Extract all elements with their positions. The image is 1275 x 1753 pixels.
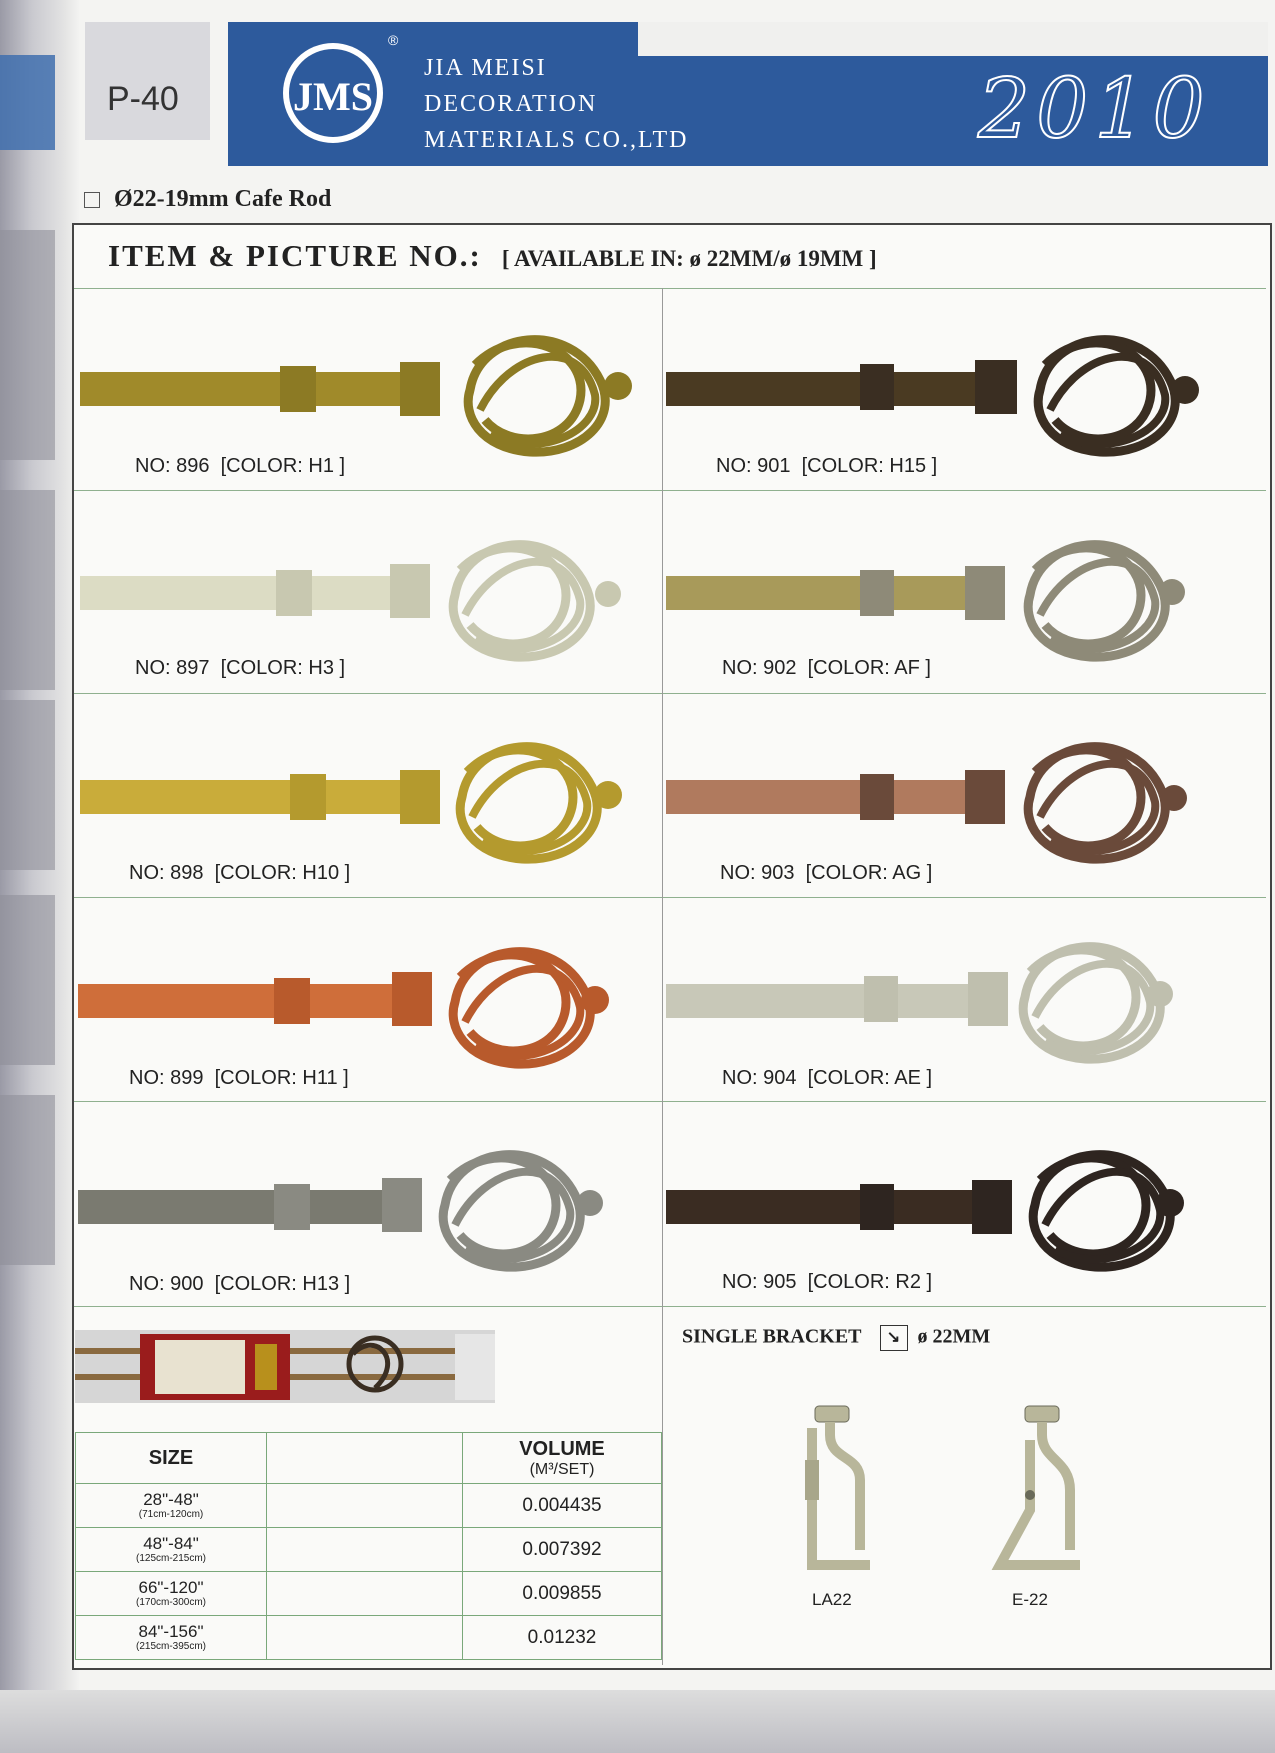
item-label-896: NO: 896 [COLOR: H1 ] xyxy=(135,455,346,477)
rod-ring xyxy=(274,1184,310,1230)
finial-ball xyxy=(594,781,622,809)
item-label-905: NO: 905 [COLOR: R2 ] xyxy=(722,1271,933,1293)
rod-bracket xyxy=(400,770,440,824)
rod-899 xyxy=(78,952,609,1064)
finial xyxy=(1033,1155,1170,1267)
item-label-904: NO: 904 [COLOR: AE ] xyxy=(722,1067,933,1089)
section-title-text: Ø22-19mm Cafe Rod xyxy=(114,186,332,212)
finial xyxy=(460,747,597,859)
finial-ball xyxy=(577,1190,603,1216)
size-cell: 28"-48" (71cm-120cm) xyxy=(76,1484,267,1528)
item-heading-text: ITEM & PICTURE NO.: xyxy=(108,238,482,273)
rod-bracket xyxy=(400,362,440,416)
finial-ball xyxy=(1161,785,1187,811)
rod-ring xyxy=(860,364,894,410)
rod-bracket xyxy=(382,1178,422,1232)
rod-898 xyxy=(80,747,622,859)
rod-bar xyxy=(78,984,408,1018)
bracket-title-text: SINGLE BRACKET xyxy=(682,1325,862,1348)
volume-cell: 0.009855 xyxy=(463,1572,662,1616)
catalog-year: 2010 xyxy=(978,62,1211,157)
rod-bar xyxy=(666,576,996,610)
finial xyxy=(453,545,590,657)
rod-904 xyxy=(666,947,1173,1059)
rod-bracket xyxy=(965,566,1005,620)
rod-903 xyxy=(666,747,1187,859)
rod-ring xyxy=(860,570,894,616)
volume-cell: 0.004435 xyxy=(463,1484,662,1528)
bracket-title xyxy=(682,1325,990,1351)
finial-ball xyxy=(1159,579,1185,605)
rod-902 xyxy=(666,545,1185,657)
logo-letters: JMS xyxy=(293,74,373,119)
blank-header xyxy=(267,1433,463,1484)
blank-cell xyxy=(267,1528,463,1572)
rod-901 xyxy=(666,340,1199,452)
item-label-902: NO: 902 [COLOR: AF ] xyxy=(722,657,931,679)
size-cell: 84"-156" (215cm-395cm) xyxy=(76,1616,267,1660)
page-number: P-40 xyxy=(107,80,179,118)
size-cell: 48"-84" (125cm-215cm) xyxy=(76,1528,267,1572)
volume-header: VOLUME (M³/SET) xyxy=(463,1433,662,1484)
blank-cell xyxy=(267,1484,463,1528)
rod-bracket xyxy=(965,770,1005,824)
rod-ring xyxy=(860,774,894,820)
volume-table xyxy=(75,1432,662,1660)
size-cell: 66"-120" (170cm-300cm) xyxy=(76,1572,267,1616)
rod-bar xyxy=(666,984,996,1018)
rod-905 xyxy=(666,1155,1184,1267)
finial-ball xyxy=(1171,376,1199,404)
rod-bar xyxy=(80,780,410,814)
rod-bar xyxy=(80,372,410,406)
availability-text: [ AVAILABLE IN: ø 22MM/ø 19MM ] xyxy=(501,246,877,271)
rod-ring xyxy=(276,570,312,616)
rod-896 xyxy=(80,340,632,452)
rod-bar xyxy=(78,1190,408,1224)
finial xyxy=(1023,947,1160,1059)
rod-ring xyxy=(280,366,316,412)
finial-ball xyxy=(604,372,632,400)
finial-ball xyxy=(595,581,621,607)
bracket-la22-icon xyxy=(790,1400,880,1575)
bracket-size: ø 22MM xyxy=(917,1325,991,1348)
item-label-903: NO: 903 [COLOR: AG ] xyxy=(720,862,933,884)
rod-bracket xyxy=(392,972,432,1026)
table-row xyxy=(76,1528,662,1572)
item-label-900: NO: 900 [COLOR: H13 ] xyxy=(129,1273,351,1295)
bracket-label-la22: LA22 xyxy=(812,1590,852,1609)
company-name-line: MATERIALS CO.,LTD xyxy=(424,127,689,153)
rod-bar xyxy=(666,1190,996,1224)
finial xyxy=(453,952,590,1064)
rod-bracket xyxy=(975,360,1017,414)
rod-bracket xyxy=(972,1180,1012,1234)
item-label-901: NO: 901 [COLOR: H15 ] xyxy=(716,455,938,477)
packaging-photo xyxy=(75,1330,495,1403)
finial xyxy=(1028,545,1165,657)
size-header: SIZE xyxy=(76,1433,267,1484)
finial-ball xyxy=(1147,981,1173,1007)
table-row xyxy=(76,1616,662,1660)
registered-mark: ® xyxy=(388,32,399,48)
table-header-row xyxy=(76,1433,662,1484)
rod-900 xyxy=(78,1155,603,1267)
table-row xyxy=(76,1484,662,1528)
rod-ring xyxy=(860,1184,894,1230)
rod-bracket xyxy=(390,564,430,618)
arrow-down-right-icon: ↘ xyxy=(880,1325,908,1351)
finial xyxy=(443,1155,580,1267)
bracket-e22-icon xyxy=(985,1400,1085,1575)
item-label-899: NO: 899 [COLOR: H11 ] xyxy=(129,1067,349,1089)
blank-cell xyxy=(267,1572,463,1616)
item-label-897: NO: 897 [COLOR: H3 ] xyxy=(135,657,346,679)
blank-cell xyxy=(267,1616,463,1660)
volume-cell: 0.007392 xyxy=(463,1528,662,1572)
table-row xyxy=(76,1572,662,1616)
finial xyxy=(468,340,605,452)
company-name-line: JIA MEISI xyxy=(424,55,547,81)
volume-cell: 0.01232 xyxy=(463,1616,662,1660)
finial-ball xyxy=(1156,1189,1184,1217)
rod-bar xyxy=(666,372,996,406)
rod-bar xyxy=(80,576,410,610)
finial-ball xyxy=(581,986,609,1014)
company-name-line: DECORATION xyxy=(424,91,598,117)
rod-ring xyxy=(290,774,326,820)
rod-ring xyxy=(864,976,898,1022)
bracket-label-e22: E-22 xyxy=(1012,1590,1048,1609)
rod-bar xyxy=(666,780,996,814)
rod-ring xyxy=(274,978,310,1024)
rod-897 xyxy=(80,545,621,657)
item-label-898: NO: 898 [COLOR: H10 ] xyxy=(129,862,351,884)
rod-bracket xyxy=(968,972,1008,1026)
finial xyxy=(1028,747,1165,859)
finial xyxy=(1038,340,1175,452)
